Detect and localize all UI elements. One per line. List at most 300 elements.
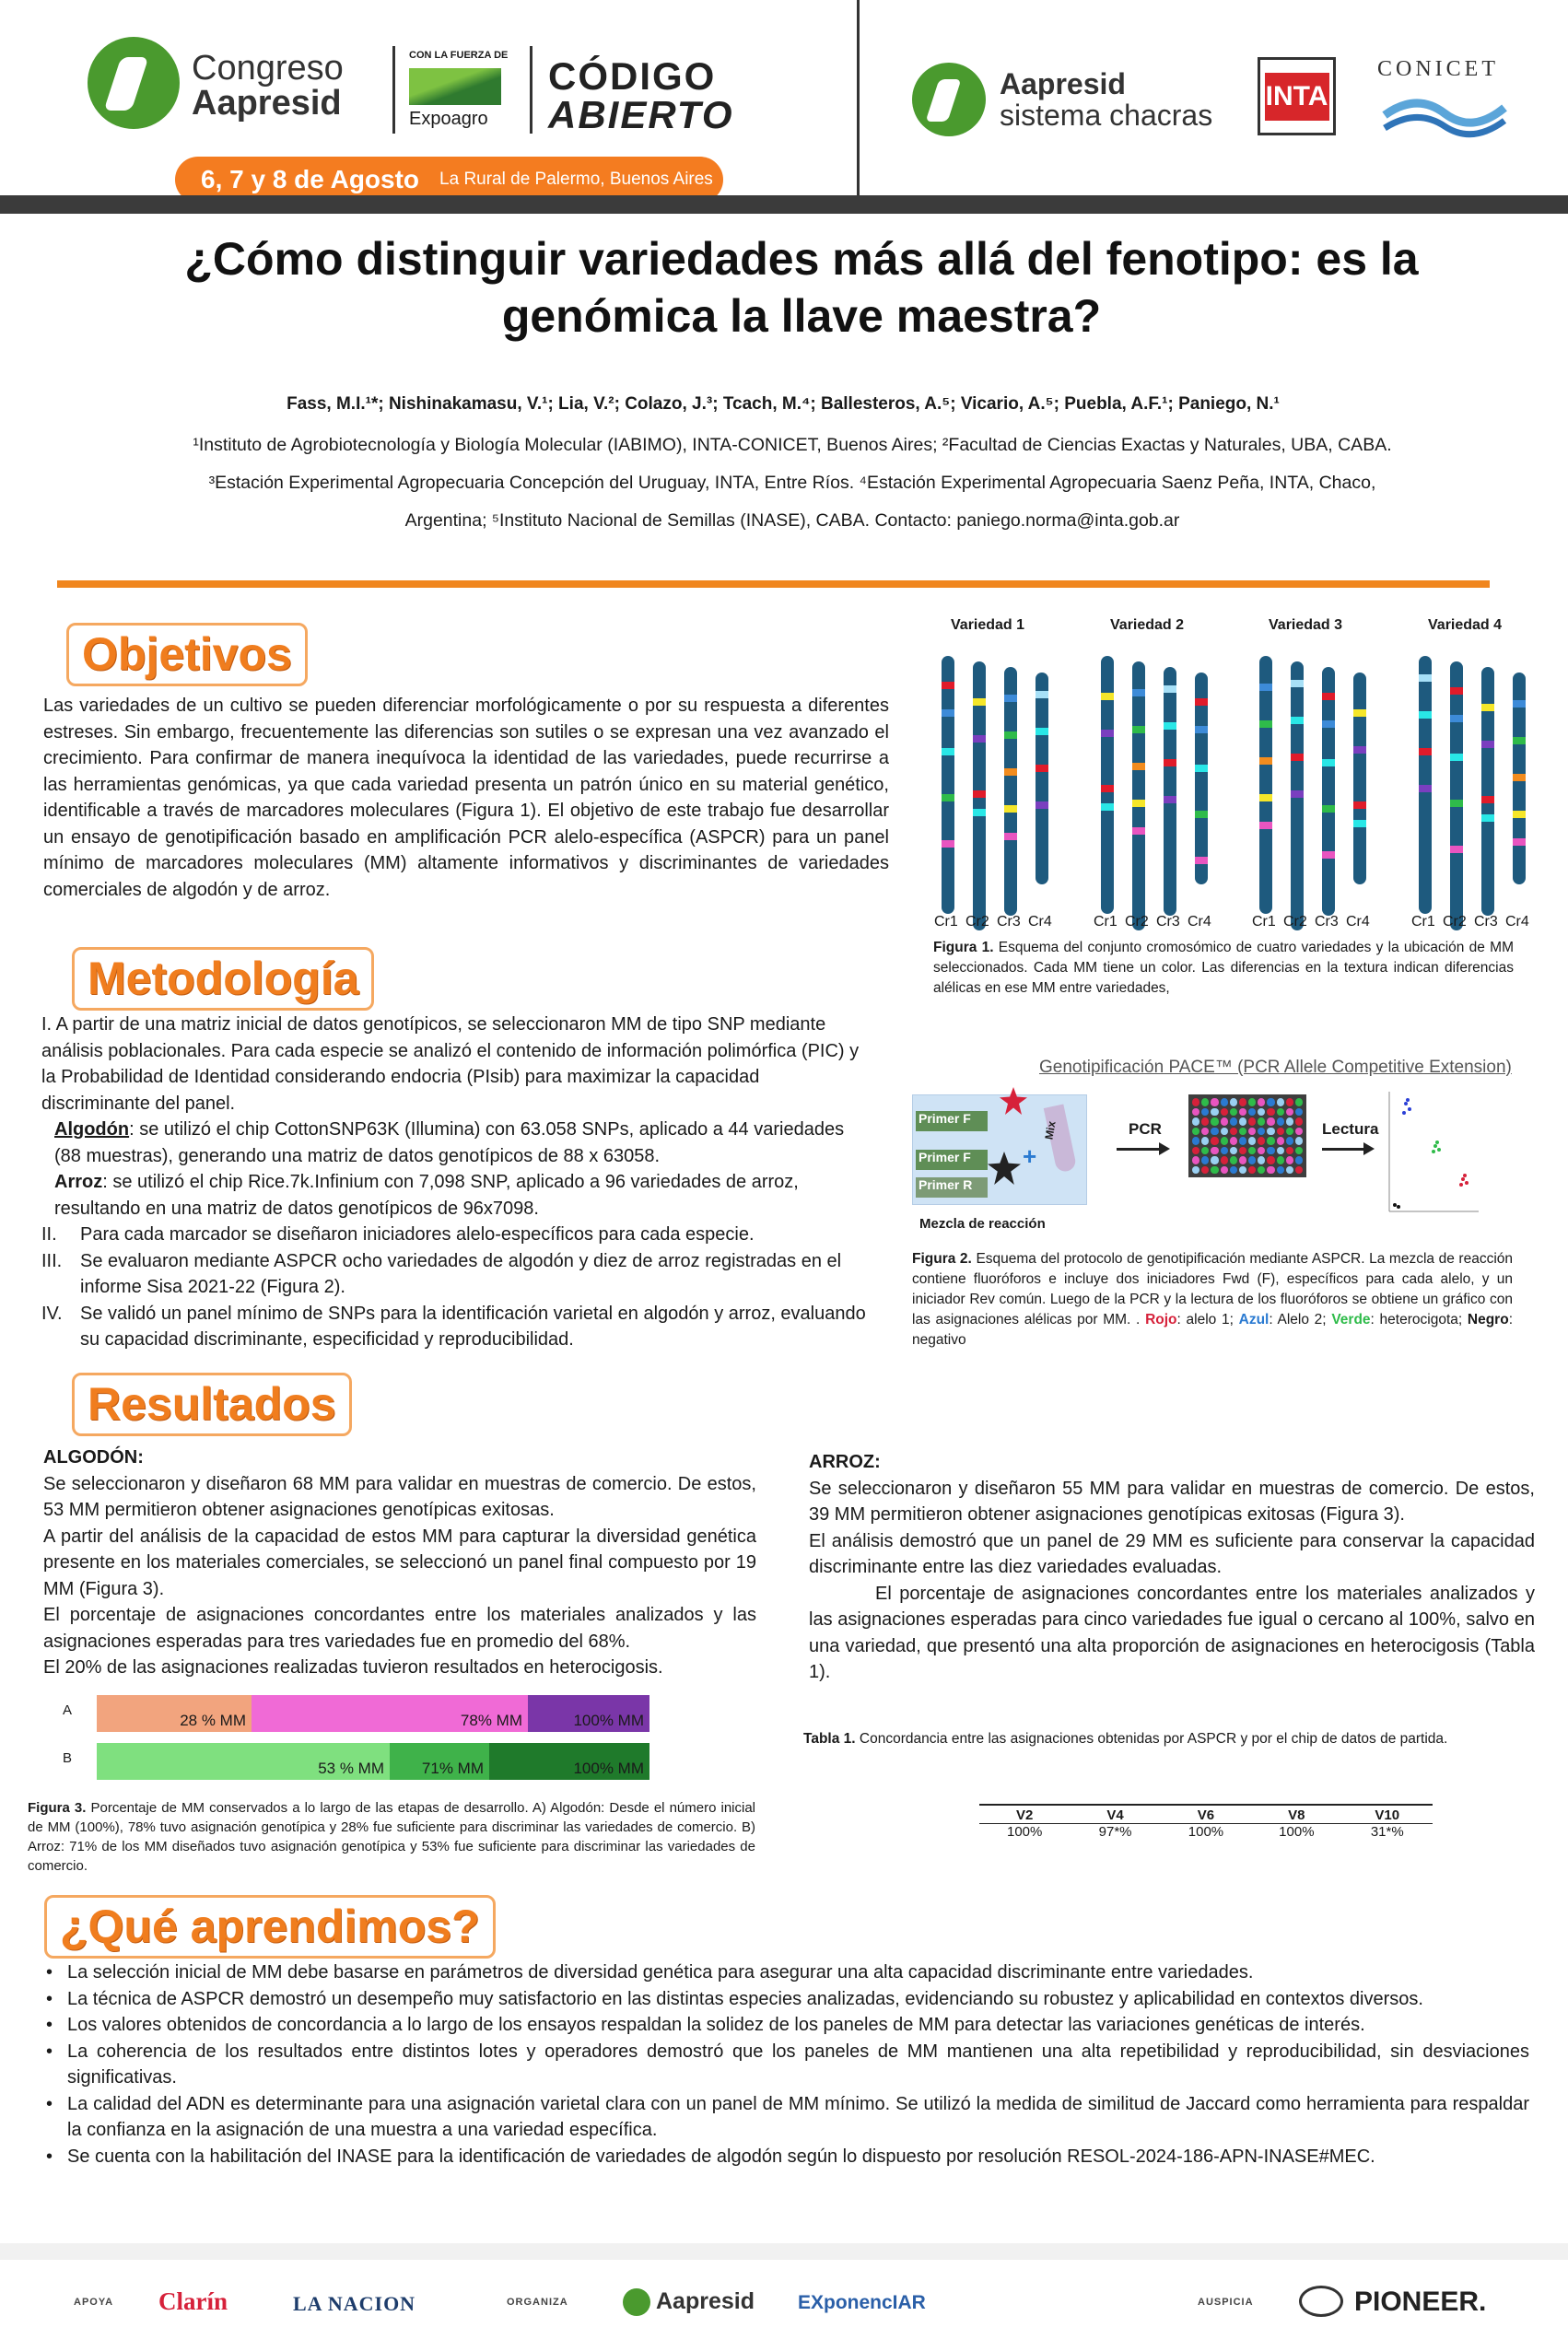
plate-well [1239, 1108, 1246, 1117]
marker-band [1101, 693, 1114, 700]
plate-well [1230, 1147, 1237, 1155]
chromosome-label: Cr3 [1315, 914, 1339, 930]
plate-well [1258, 1147, 1265, 1155]
plate-well [1201, 1166, 1209, 1175]
marker-band [1513, 774, 1526, 781]
marker-band [1353, 709, 1366, 717]
plate-well [1295, 1128, 1303, 1136]
marker-band [1450, 687, 1463, 695]
chromosome [1419, 656, 1432, 914]
marker-band [1004, 731, 1017, 739]
marker-band [1195, 726, 1208, 733]
plate-well [1277, 1108, 1284, 1117]
chromosome-label: Cr3 [1156, 914, 1180, 930]
arrowhead-pcr-icon [1159, 1142, 1170, 1155]
plate-well [1267, 1156, 1274, 1164]
plate-well [1295, 1108, 1303, 1117]
marker-band [1004, 768, 1017, 776]
aprendimos-item: • La calidad del ADN es determinante para una asignación varietal clara con un panel de MM mínimo. Se utilizó la medida de similitud de Jaccard como herramienta para respaldar la confianza en la asignación de una muestra a una variedad específica. [41, 2091, 1529, 2144]
figure-1-chromosomes [921, 617, 1529, 935]
chromosome [1291, 661, 1304, 930]
mezcla-label: Mezcla de reacción [919, 1216, 1046, 1232]
expoagro-logo-icon [409, 68, 501, 105]
marker-band [1450, 800, 1463, 807]
metodologia-p1: I. A partir de una matriz inicial de datos genotípicos, se seleccionaron MM de tipo SNP mediante análisis poblacionales. Para cada especie se analizó el contenido de información polimórfica (PIC) y la Probabilidad de Identidad considerando endocria (PIsib) para maximizar la capacidad discriminante del panel. [41, 1014, 860, 1114]
marker-band [1450, 846, 1463, 853]
affiliation-2: ³Estación Experimental Agropecuaria Concepción del Uruguay, INTA, Entre Ríos. ⁴Estación Experimental Agropecuaria Saenz Peña, INTA, Chaco, [208, 473, 1376, 493]
table-1-value-cell: 100% [1188, 1824, 1224, 1840]
metodologia-p3: III. Se evaluaron mediante ASPCR ocho variedades de algodón y diez de arroz registradas en el informe Sisa 2021-22 (Figura 2). [41, 1250, 842, 1297]
plate-well [1248, 1166, 1256, 1175]
authors: Fass, M.I.¹*; Nishinakamasu, V.¹; Lia, V.²; Colazo, J.³; Tcach, M.⁴; Ballesteros, A.⁵; Vicario, A.⁵; Puebla, A.F.¹; Paniego, N.¹ [287, 394, 1280, 414]
metodologia-text [41, 1012, 871, 1353]
plate-well [1239, 1128, 1246, 1136]
plate-well [1221, 1156, 1228, 1164]
figure-2-caption: Figura 2. Esquema del protocolo de genotipificación mediante ASPCR. La mezcla de reacción contiene fluoróforos e incluye dos iniciadores Fwd (F), específicos para cada alelo, y un iniciador Rev común. Luego de la PCR y la lectura de los fluoróforos se obtiene un gráfico con las asignaciones alélicas por MM. . Rojo: alelo 1; Azul: Alelo 2; Verde: heterocigota; Negro: negativo [912, 1251, 1513, 1348]
table-1-header-cell: V2 [1016, 1807, 1034, 1823]
aprendimos-item: • La técnica de ASPCR demostró un desempeño muy satisfactorio en las distintas especies analizadas, evidenciando su robustez y aplicabilidad en contextos diversos. [41, 1986, 1529, 2013]
marker-band [1164, 722, 1176, 730]
plate-well [1230, 1137, 1237, 1145]
plate-well [1267, 1147, 1274, 1155]
pioneer-logo: PIONEER. [1354, 2287, 1487, 2317]
header-divider [392, 46, 395, 134]
plate-well [1239, 1117, 1246, 1126]
primer-f2-label: Primer F [916, 1150, 988, 1170]
marker-band [1322, 805, 1335, 813]
plate-well [1295, 1117, 1303, 1126]
chromosome-label: Cr2 [1283, 914, 1307, 930]
marker-band [973, 790, 986, 798]
event-date: 6, 7 y 8 de Agosto [201, 165, 420, 193]
aprendimos-heading: ¿Qué aprendimos? [44, 1895, 496, 1959]
figure-3-caption: Figura 3. Porcentaje de MM conservados a lo largo de las etapas de desarrollo. A) Algodón: Desde el número inicial de MM (100%), 78% tuvo asignación genotípica y 28% fue suficiente para discriminar las variedades de comercio. B) Arroz: 71% de los MM diseñados tuvo asignación genotípica y 53% fue suficiente para discriminar las variedades de comercio. [28, 1800, 756, 1874]
resultados-heading: Resultados [72, 1373, 352, 1436]
plate-well [1211, 1147, 1218, 1155]
marker-band [1322, 720, 1335, 728]
plate-well [1192, 1098, 1199, 1106]
marker-band [1513, 737, 1526, 744]
lectura-label: Lectura [1322, 1120, 1379, 1138]
figure-3-bar-segment: 53 % MM [97, 1743, 390, 1780]
apoya-label: APOYA [74, 2297, 114, 2308]
marker-band [1481, 741, 1494, 748]
chromosome [1450, 661, 1463, 930]
marker-band [1291, 680, 1304, 687]
resultados-algodon: ALGODÓN: Se seleccionaron y diseñaron 68 MM para validar en muestras de comercio. De estos, 53 MM permitieron obtener asignaciones genotípicas exitosas. A partir del análisis de la capacidad de estos MM para capturar la diversidad genética presente en los materiales comerciales, se seleccionó un panel final compuesto por 19 MM (Figura 3). El porcentaje de asignaciones concordantes entre los materiales analizados y las asignaciones esperadas para tres variedades fue en promedio del 68%. El 20% de las asignaciones realizadas tuvieron resultados en heterocigosis. [43, 1447, 756, 1678]
chromosome-label: Cr2 [1443, 914, 1467, 930]
plate-well [1211, 1156, 1218, 1164]
marker-band [1322, 851, 1335, 859]
chromosome-label: Cr1 [1411, 914, 1435, 930]
plate-well [1286, 1128, 1293, 1136]
plate-well [1221, 1128, 1228, 1136]
plate-well [1230, 1166, 1237, 1175]
plate-well [1286, 1137, 1293, 1145]
plate-well [1258, 1108, 1265, 1117]
chromosome [1353, 673, 1366, 884]
plate-well [1201, 1156, 1209, 1164]
marker-band [942, 682, 954, 689]
aprendimos-item: • Los valores obtenidos de concordancia a lo largo de los ensayos respaldan la solidez de los paneles de MM para detectar las variaciones genéticas de interés. [41, 2012, 1529, 2039]
plate-well [1258, 1156, 1265, 1164]
plate-well [1230, 1128, 1237, 1136]
metodologia-arroz: Arroz: se utilizó el chip Rice.7k.Infinium con 7,098 SNP, aplicado a 96 variedades de arroz, resultando en una matriz de datos genotípicos de 96x7098. [54, 1172, 799, 1219]
chromosome [1004, 667, 1017, 916]
figure-3-bar-segment: 78% MM [252, 1695, 528, 1732]
plate-well [1248, 1117, 1256, 1126]
resultados-arroz: ARROZ: Se seleccionaron y diseñaron 55 MM para validar en muestras de comercio. De estos, 39 MM permitieron obtener asignaciones genotípicas exitosas (Figura 3). El análisis demostró que un panel de 29 MM es suficiente para conservar la capacidad discriminante entre las diez variedades evaluadas. El porcentaje de asignaciones concordantes entre los materiales analizados y las asignaciones esperadas para cinco variedades fue igual o cercano al 100%, salvo en una variedad, que presentó una alta proporción de asignaciones en heterocigosis (Tabla 1). [809, 1452, 1535, 1682]
table-1-value-cell: 31*% [1370, 1824, 1404, 1840]
marker-band [1036, 728, 1048, 735]
chromosome [1513, 673, 1526, 884]
aapresid-chacras-title: Aapresid sistema chacras [1000, 67, 1213, 132]
plate-well [1277, 1137, 1284, 1145]
marker-band [1513, 838, 1526, 846]
lanacion-logo: LA NACION [293, 2292, 416, 2315]
expoagro-small-text: CON LA FUERZA DE [409, 50, 509, 61]
plate-well [1201, 1128, 1209, 1136]
plate-well [1239, 1147, 1246, 1155]
plate-well [1221, 1166, 1228, 1175]
plate-well [1277, 1147, 1284, 1155]
primer-r-label: Primer R [916, 1177, 988, 1198]
pioneer-logo-icon [1299, 2286, 1343, 2317]
arrowhead-lectura-icon [1363, 1142, 1375, 1155]
marker-band [1101, 730, 1114, 737]
marker-band [1419, 785, 1432, 792]
marker-band [1132, 800, 1145, 807]
aapresid-footer-text: Aapresid [656, 2288, 755, 2314]
plate-well [1248, 1128, 1256, 1136]
plate-well [1211, 1166, 1218, 1175]
variety-label: Variedad 4 [1428, 617, 1503, 633]
pcr-label: PCR [1129, 1120, 1162, 1138]
plate-well [1201, 1147, 1209, 1155]
marker-band [1004, 695, 1017, 702]
marker-band [1291, 754, 1304, 761]
plate-well [1230, 1098, 1237, 1106]
figure-2-diagram [912, 1087, 1527, 1239]
marker-band [1353, 746, 1366, 754]
conicet-wave-icon [1380, 88, 1509, 138]
chromosome [1036, 673, 1048, 884]
plate-well [1201, 1098, 1209, 1106]
expoagro-text: Expoagro [409, 109, 488, 129]
plate-well [1248, 1108, 1256, 1117]
aprendimos-item: • Se cuenta con la habilitación del INASE para la identificación de variedades de algodón según lo dispuesto por resolución RESOL-2024-186-APN-INASE#MEC. [41, 2144, 1529, 2170]
footer [0, 2243, 1568, 2351]
header-bar [0, 195, 1568, 214]
plate-well [1277, 1117, 1284, 1126]
marker-band [942, 709, 954, 717]
marker-band [1164, 796, 1176, 803]
section-divider [57, 580, 1490, 588]
marker-band [1004, 805, 1017, 813]
plate-well [1295, 1166, 1303, 1175]
figure-3-bar-segment: 71% MM [390, 1743, 489, 1780]
metodologia-p4: IV. Se validó un panel mínimo de SNPs para la identificación varietal en algodón y arroz, evaluando su capacidad discriminante, especificidad y reproducibilidad. [41, 1303, 866, 1350]
chromosome-label: Cr3 [997, 914, 1021, 930]
table-1 [979, 1804, 1433, 1840]
auspicia-label: AUSPICIA [1198, 2297, 1254, 2308]
plate-well [1286, 1108, 1293, 1117]
metodologia-p2: II. Para cada marcador se diseñaron iniciadores alelo-específicos para cada especie. [41, 1224, 755, 1245]
chromosome [1481, 667, 1494, 916]
marker-band [1450, 754, 1463, 761]
marker-band [1132, 763, 1145, 770]
metodologia-algodon: Algodón: se utilizó el chip CottonSNP63K (Illumina) con 63.058 SNPs, aplicado a 44 variedades (88 muestras), generando una matriz de datos genotípicos de 88 x 63058. [54, 1119, 845, 1166]
chromosome-label: Cr4 [1346, 914, 1370, 930]
chromosome-label: Cr2 [1125, 914, 1149, 930]
header [0, 0, 1568, 214]
variety-label: Variedad 3 [1269, 617, 1343, 633]
plate-well [1286, 1117, 1293, 1126]
congreso-title: Congreso Aapresid [192, 49, 344, 123]
marker-band [1195, 698, 1208, 706]
plate-well [1258, 1137, 1265, 1145]
plate-well [1192, 1156, 1199, 1164]
chromosome-label: Cr1 [1094, 914, 1117, 930]
chromosome [1164, 667, 1176, 916]
plate-well [1192, 1108, 1199, 1117]
chromosome-label: Cr4 [1505, 914, 1529, 930]
marker-band [973, 698, 986, 706]
event-place: La Rural de Palermo, Buenos Aires [439, 170, 713, 189]
table-1-value-cell: 97*% [1098, 1824, 1132, 1840]
plate-well [1258, 1098, 1265, 1106]
primer-f1-label: Primer F [916, 1111, 988, 1131]
plate-well [1267, 1108, 1274, 1117]
chromosome-label: Cr1 [1252, 914, 1276, 930]
conicet-logo-text: CONICET [1377, 57, 1499, 81]
plate-well [1295, 1137, 1303, 1145]
table-1-value-cell: 100% [1279, 1824, 1315, 1840]
plate-well [1286, 1098, 1293, 1106]
marker-band [1004, 833, 1017, 840]
table-1-header-row [979, 1806, 1433, 1823]
marker-band [1353, 820, 1366, 827]
header-divider-2 [530, 46, 532, 134]
pcr-plate-icon [1188, 1094, 1306, 1177]
figure-3-bar-segment: 28 % MM [97, 1695, 252, 1732]
objetivos-text: Las variedades de un cultivo se pueden diferenciar morfológicamente o por su respuesta a diferentes estreses. Sin embargo, frecuentemente las diferencias son sutiles o se expresan una vez avanzado el crecimiento. Para confirmar de manera inequívoca la identidad de las variedades, puede recurrirse a las herramientas genómicas, ya que cada variedad presenta un patrón único en su material genético, identificable a través de marcadores moleculares (Figura 1). El objetivo de este trabajo fue desarrollar un ensayo de genotipificación basado en amplificación PCR alelo-específica (ASPCR) para un panel mínimo de marcadores moleculares (MM) altamente informativos y discriminantes de variedades comerciales de algodón y de arroz. [43, 696, 889, 900]
figure-3-bar-segment: 100% MM [528, 1695, 649, 1732]
chromosome [1132, 661, 1145, 930]
plate-well [1201, 1108, 1209, 1117]
plate-well [1286, 1147, 1293, 1155]
arrow-lectura-icon [1322, 1148, 1368, 1151]
marker-band [1291, 790, 1304, 798]
plate-well [1248, 1137, 1256, 1145]
marker-band [1513, 700, 1526, 708]
plate-well [1211, 1098, 1218, 1106]
plate-well [1230, 1108, 1237, 1117]
marker-band [1291, 717, 1304, 724]
inta-logo: INTA [1258, 57, 1336, 135]
chromosome-label: Cr3 [1474, 914, 1498, 930]
chromosome [1322, 667, 1335, 916]
marker-band [1259, 794, 1272, 801]
marker-band [1481, 814, 1494, 822]
plate-well [1267, 1117, 1274, 1126]
plate-well [1239, 1156, 1246, 1164]
plate-well [1295, 1098, 1303, 1106]
marker-band [1132, 689, 1145, 696]
page-title: ¿Cómo distinguir variedades más allá del fenotipo: es la genómica la llave maestra? [184, 233, 1419, 342]
affiliation-3: Argentina; ⁵Instituto Nacional de Semillas (INASE), CABA. Contacto: paniego.norma@inta.gob.ar [404, 510, 1180, 531]
plate-well [1192, 1137, 1199, 1145]
figure-1-caption: Figura 1. Esquema del conjunto cromosómico de cuatro variedades y la ubicación de MM seleccionados. Cada MM tiene un color. Las diferencias en la textura indican diferencias alélicas en ese MM entre variedades, [933, 940, 1514, 996]
allele-scatter-plot [1382, 1087, 1483, 1216]
marker-band [1036, 765, 1048, 772]
variety-label: Variedad 1 [951, 617, 1025, 633]
plate-well [1277, 1156, 1284, 1164]
plate-well [1258, 1128, 1265, 1136]
plate-well [1192, 1128, 1199, 1136]
plus-icon: + [1023, 1142, 1037, 1170]
plate-well [1192, 1117, 1199, 1126]
variety-label: Variedad 2 [1110, 617, 1185, 633]
chromosome [942, 656, 954, 914]
chromosome-label: Cr4 [1188, 914, 1211, 930]
chromosome-label: Cr4 [1028, 914, 1052, 930]
marker-band [1036, 801, 1048, 809]
marker-band [1195, 857, 1208, 864]
plate-well [1277, 1098, 1284, 1106]
figure-3-row-label: B [63, 1750, 73, 1766]
chromosome [973, 661, 986, 930]
marker-band [1322, 759, 1335, 766]
plate-well [1211, 1108, 1218, 1117]
plate-well [1230, 1117, 1237, 1126]
chromosome [1101, 656, 1114, 914]
marker-band [1101, 803, 1114, 811]
plate-well [1192, 1166, 1199, 1175]
plate-well [1239, 1166, 1246, 1175]
figure-3-bar-segment: 100% MM [489, 1743, 649, 1780]
plate-well [1248, 1156, 1256, 1164]
marker-band [1259, 720, 1272, 728]
chromosome-label: Cr1 [934, 914, 958, 930]
marker-band [1450, 715, 1463, 722]
plate-well [1211, 1117, 1218, 1126]
chromosome-label: Cr2 [965, 914, 989, 930]
table-1-header-cell: V4 [1106, 1807, 1124, 1823]
chromosome [1259, 656, 1272, 914]
arrow-pcr-icon [1117, 1148, 1163, 1151]
plate-well [1221, 1117, 1228, 1126]
marker-band [1101, 785, 1114, 792]
clarin-logo: Clarín [158, 2287, 228, 2315]
marker-band [973, 735, 986, 743]
plate-well [1258, 1166, 1265, 1175]
marker-band [1419, 711, 1432, 719]
plate-well [1211, 1128, 1218, 1136]
table-1-header-cell: V6 [1197, 1807, 1215, 1823]
marker-band [1419, 674, 1432, 682]
table-1-header-cell: V10 [1375, 1807, 1400, 1823]
plate-well [1221, 1137, 1228, 1145]
marker-band [1164, 685, 1176, 693]
figure-2-title: Genotipificación PACE™ (PCR Allele Competitive Extension) [1039, 1058, 1512, 1077]
marker-band [1322, 693, 1335, 700]
aprendimos-list [41, 1959, 1529, 2170]
plate-well [1267, 1098, 1274, 1106]
marker-band [1259, 757, 1272, 765]
plate-well [1239, 1098, 1246, 1106]
organiza-label: ORGANIZA [507, 2297, 568, 2308]
marker-band [1164, 759, 1176, 766]
header-separator [857, 0, 860, 195]
codigo-abierto-logo: CÓDIGO ABIERTO [548, 54, 734, 136]
plate-well [1286, 1156, 1293, 1164]
table-1-header-cell: V8 [1288, 1807, 1305, 1823]
objetivos-heading: Objetivos [66, 623, 308, 686]
aprendimos-item: • La selección inicial de MM debe basarse en parámetros de diversidad genética para asegurar una alta capacidad discriminante entre variedades. [41, 1959, 1529, 1986]
table-1-value-cell: 100% [1007, 1824, 1043, 1840]
marker-band [1195, 811, 1208, 818]
marker-band [1132, 726, 1145, 733]
plate-well [1248, 1147, 1256, 1155]
marker-band [973, 809, 986, 816]
plate-well [1230, 1156, 1237, 1164]
mix-label: Mix [1042, 1119, 1059, 1141]
plate-well [1277, 1166, 1284, 1175]
marker-band [942, 794, 954, 801]
plate-well [1201, 1137, 1209, 1145]
metodologia-heading: Metodología [72, 947, 374, 1011]
aprendimos-item: • La coherencia de los resultados entre distintos lotes y operadores demostró que los paneles de MM mantienen una alta repetibilidad y reproducibilidad, sin desviaciones significativas. [41, 2039, 1529, 2091]
exponenciar-logo: EXponencIAR [798, 2292, 926, 2313]
marker-band [1513, 811, 1526, 818]
affiliation-1: ¹Instituto de Agrobiotecnología y Biología Molecular (IABIMO), INTA-CONICET, Buenos Aires; ²Facultad de Ciencias Exactas y Naturales, UBA, CABA. [193, 435, 1392, 455]
plate-well [1267, 1166, 1274, 1175]
plate-well [1239, 1137, 1246, 1145]
marker-band [1259, 684, 1272, 691]
marker-band [942, 748, 954, 755]
marker-band [1353, 801, 1366, 809]
plate-well [1277, 1128, 1284, 1136]
plate-well [1267, 1128, 1274, 1136]
plate-well [1221, 1147, 1228, 1155]
plate-well [1248, 1098, 1256, 1106]
plate-well [1192, 1147, 1199, 1155]
marker-band [942, 840, 954, 848]
table-1-caption: Tabla 1. Concordancia entre las asignaciones obtenidas por ASPCR y por el chip de datos de partida. [803, 1731, 1448, 1747]
marker-band [1481, 796, 1494, 803]
marker-band [1259, 822, 1272, 829]
chromosome [1195, 673, 1208, 884]
aapresid-footer-logo-icon [623, 2288, 650, 2316]
figure-3-row-label: A [63, 1702, 73, 1718]
plate-well [1221, 1098, 1228, 1106]
marker-band [1195, 765, 1208, 772]
plate-well [1258, 1117, 1265, 1126]
plate-well [1295, 1156, 1303, 1164]
marker-band [1132, 827, 1145, 835]
plate-well [1286, 1166, 1293, 1175]
marker-band [1036, 691, 1048, 698]
plate-well [1267, 1137, 1274, 1145]
plate-well [1201, 1117, 1209, 1126]
table-1-values-row [979, 1824, 1433, 1840]
marker-band [1481, 704, 1494, 711]
plate-well [1211, 1137, 1218, 1145]
plate-well [1295, 1147, 1303, 1155]
figure-3-bars [55, 1695, 663, 1796]
plate-well [1221, 1108, 1228, 1117]
